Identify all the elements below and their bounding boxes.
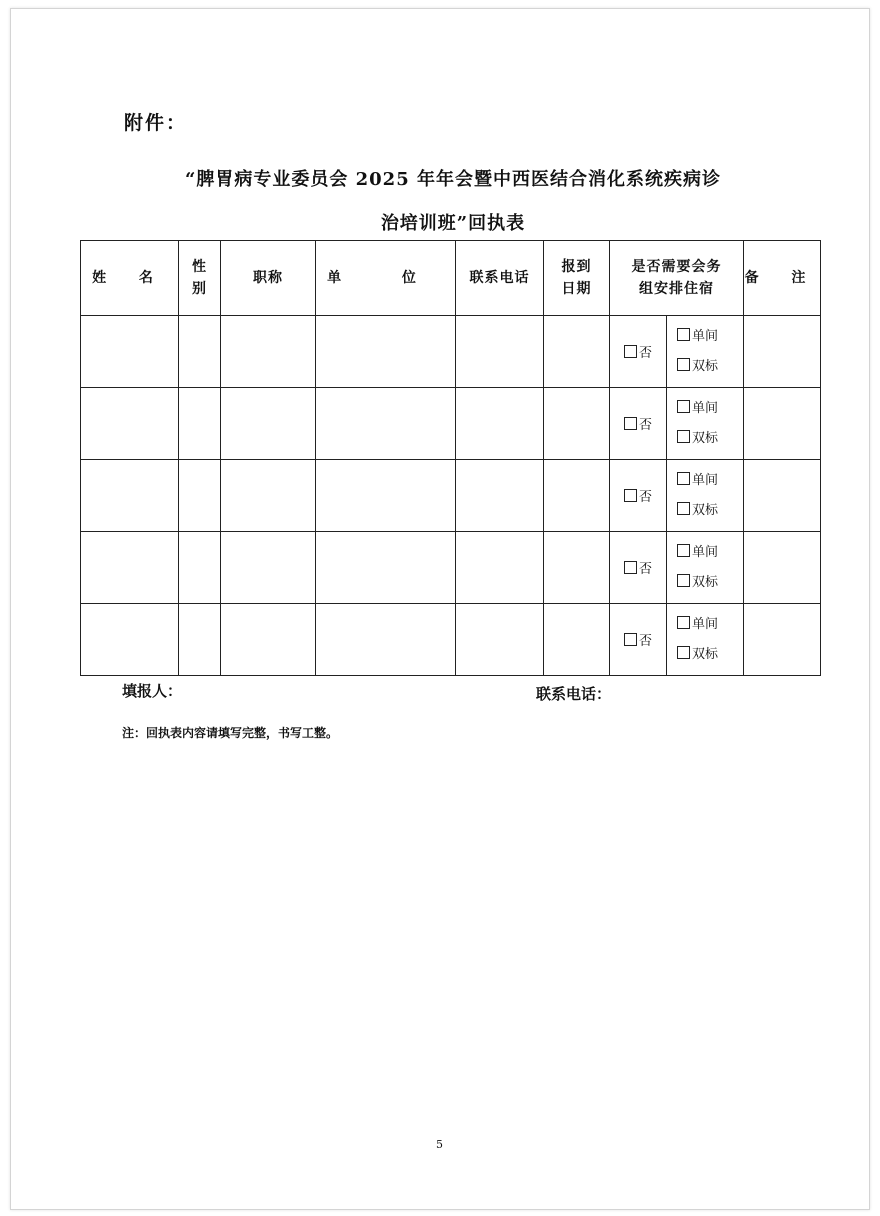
option-single-room[interactable] (667, 610, 743, 640)
cell-remarks[interactable] (744, 460, 821, 532)
checkbox-icon (624, 489, 637, 502)
title-line-2: 治培训班”回执表 (380, 213, 526, 234)
cell-gender[interactable] (179, 388, 221, 460)
cell-gender[interactable] (179, 604, 221, 676)
checkbox-icon (677, 616, 690, 629)
registration-table (80, 240, 821, 676)
option-no-label: 否 (638, 418, 652, 433)
header-date: 报到 日期 (544, 241, 610, 316)
cell-title[interactable] (221, 388, 316, 460)
option-double-room[interactable] (667, 568, 743, 598)
cell-name[interactable] (81, 532, 179, 604)
checkbox-icon (677, 328, 690, 341)
option-single-label: 单间 (692, 544, 719, 560)
option-single-room[interactable] (667, 322, 743, 352)
checkbox-icon (677, 646, 690, 659)
table-row (81, 460, 821, 532)
cell-gender[interactable] (179, 532, 221, 604)
header-gender: 性 别 (179, 241, 221, 316)
cell-lodging-room (667, 460, 744, 532)
header-lodging: 是否需要会务 组安排住宿 (610, 241, 744, 316)
cell-title[interactable] (221, 316, 316, 388)
cell-phone[interactable] (456, 532, 544, 604)
contact-phone-label: 联系电话： (536, 685, 612, 703)
option-double-label: 双标 (692, 574, 719, 590)
filler-label: 填报人： (122, 682, 183, 700)
cell-date[interactable] (544, 604, 610, 676)
table-header-row (81, 241, 821, 316)
option-double-room[interactable] (667, 424, 743, 454)
form-note: 注：回执表内容请填写完整，书写工整。 (122, 726, 339, 740)
cell-lodging-no (610, 532, 667, 604)
cell-date[interactable] (544, 388, 610, 460)
cell-lodging-no (610, 460, 667, 532)
cell-phone[interactable] (456, 316, 544, 388)
attachment-label: 附件： (124, 112, 188, 134)
cell-gender[interactable] (179, 460, 221, 532)
table-row (81, 604, 821, 676)
option-no[interactable] (624, 342, 652, 361)
cell-remarks[interactable] (744, 604, 821, 676)
option-double-room[interactable] (667, 496, 743, 526)
option-no[interactable] (624, 558, 652, 577)
cell-date[interactable] (544, 316, 610, 388)
option-double-label: 双标 (692, 646, 719, 662)
cell-name[interactable] (81, 460, 179, 532)
option-single-room[interactable] (667, 466, 743, 496)
option-double-label: 双标 (692, 358, 719, 374)
header-phone: 联系电话 (456, 241, 544, 316)
cell-unit[interactable] (316, 460, 456, 532)
title-line-1: “脾胃病专业委员会 2025 年年会暨中西医结合消化系统疾病诊 (185, 169, 721, 190)
cell-lodging-no (610, 604, 667, 676)
option-double-room[interactable] (667, 640, 743, 670)
cell-lodging-room (667, 388, 744, 460)
page-number: 5 (436, 1138, 443, 1151)
checkbox-icon (677, 544, 690, 557)
checkbox-icon (677, 400, 690, 413)
option-single-label: 单间 (692, 328, 719, 344)
option-no-label: 否 (638, 562, 652, 577)
cell-phone[interactable] (456, 388, 544, 460)
cell-unit[interactable] (316, 604, 456, 676)
header-title: 职称 (221, 241, 316, 316)
cell-phone[interactable] (456, 604, 544, 676)
cell-unit[interactable] (316, 316, 456, 388)
checkbox-icon (624, 633, 637, 646)
cell-title[interactable] (221, 532, 316, 604)
option-single-label: 单间 (692, 400, 719, 416)
cell-gender[interactable] (179, 316, 221, 388)
checkbox-icon (624, 345, 637, 358)
option-single-label: 单间 (692, 616, 719, 632)
table-row (81, 532, 821, 604)
cell-name[interactable] (81, 316, 179, 388)
cell-lodging-no (610, 316, 667, 388)
cell-name[interactable] (81, 604, 179, 676)
cell-lodging-room (667, 604, 744, 676)
cell-title[interactable] (221, 604, 316, 676)
cell-lodging-room (667, 532, 744, 604)
option-no[interactable] (624, 486, 652, 505)
document-title (108, 158, 798, 246)
cell-date[interactable] (544, 460, 610, 532)
checkbox-icon (677, 472, 690, 485)
option-no-label: 否 (638, 490, 652, 505)
checkbox-icon (677, 358, 690, 371)
cell-remarks[interactable] (744, 388, 821, 460)
cell-title[interactable] (221, 460, 316, 532)
header-name: 姓 名 (81, 241, 179, 316)
option-no-label: 否 (638, 346, 652, 361)
table-row (81, 316, 821, 388)
checkbox-icon (677, 502, 690, 515)
cell-phone[interactable] (456, 460, 544, 532)
checkbox-icon (677, 430, 690, 443)
option-no[interactable] (624, 630, 652, 649)
header-unit: 单 位 (316, 241, 456, 316)
cell-unit[interactable] (316, 532, 456, 604)
cell-name[interactable] (81, 388, 179, 460)
checkbox-icon (624, 417, 637, 430)
option-double-label: 双标 (692, 430, 719, 446)
checkbox-icon (677, 574, 690, 587)
cell-lodging-no (610, 388, 667, 460)
option-single-room[interactable] (667, 538, 743, 568)
option-double-room[interactable] (667, 352, 743, 382)
option-single-room[interactable] (667, 394, 743, 424)
header-remarks: 备 注 (744, 241, 821, 316)
option-single-label: 单间 (692, 472, 719, 488)
cell-unit[interactable] (316, 388, 456, 460)
checkbox-icon (624, 561, 637, 574)
option-no-label: 否 (638, 634, 652, 649)
option-double-label: 双标 (692, 502, 719, 518)
cell-date[interactable] (544, 532, 610, 604)
cell-remarks[interactable] (744, 316, 821, 388)
table-row (81, 388, 821, 460)
cell-remarks[interactable] (744, 532, 821, 604)
cell-lodging-room (667, 316, 744, 388)
table-body (81, 316, 821, 676)
option-no[interactable] (624, 414, 652, 433)
